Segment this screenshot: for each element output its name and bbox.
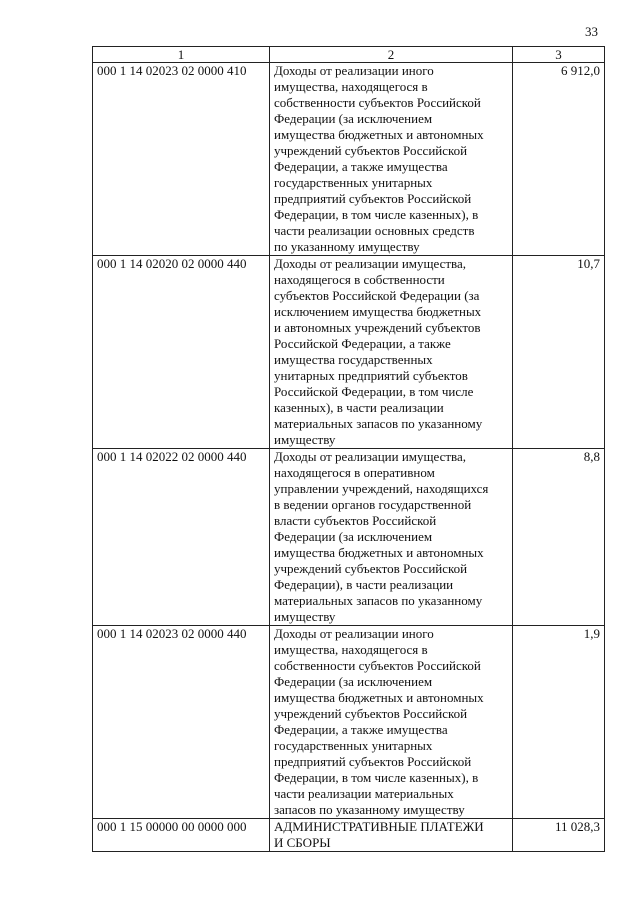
description-line: предприятий субъектов Российской — [274, 754, 472, 769]
description-line: Федерации (за исключением — [274, 529, 433, 544]
description-line: АДМИНИСТРАТИВНЫЕ ПЛАТЕЖИ — [274, 819, 484, 834]
column-header-description: 2 — [270, 47, 513, 63]
description-line: Федерации, а также имущества — [274, 722, 448, 737]
description-line: находящегося в оперативном — [274, 465, 435, 480]
budget-code-cell: 000 1 15 00000 00 0000 000 — [93, 819, 270, 852]
description-line: имущества, находящегося в — [274, 79, 428, 94]
description-cell — [270, 256, 513, 449]
table-row — [93, 626, 605, 819]
amount-cell: 8,8 — [513, 449, 605, 626]
table-body — [93, 63, 605, 852]
description-line: имущества бюджетных и автономных — [274, 690, 484, 705]
description-line: Федерации), в части реализации — [274, 577, 454, 592]
description-line: материальных запасов по указанному — [274, 593, 483, 608]
description-line: Доходы от реализации имущества, — [274, 256, 467, 271]
column-header-code: 1 — [93, 47, 270, 63]
description-cell — [270, 626, 513, 819]
description-line: имущества бюджетных и автономных — [274, 127, 484, 142]
description-line: учреждений субъектов Российской — [274, 143, 468, 158]
description-line: имуществу — [274, 609, 336, 624]
description-line: Российской Федерации, а также — [274, 336, 451, 351]
description-line: предприятий субъектов Российской — [274, 191, 472, 206]
description-line: учреждений субъектов Российской — [274, 561, 468, 576]
description-line: запасов по указанному имуществу — [274, 802, 465, 817]
description-line: находящегося в собственности — [274, 272, 445, 287]
amount-cell: 1,9 — [513, 626, 605, 819]
description-line: имуществу — [274, 432, 336, 447]
description-line: управлении учреждений, находящихся — [274, 481, 489, 496]
description-cell — [270, 63, 513, 256]
description-line: Федерации, в том числе казенных), в — [274, 207, 479, 222]
description-line: Федерации (за исключением — [274, 111, 433, 126]
page-number: 33 — [585, 24, 598, 39]
description-line: казенных), в части реализации — [274, 400, 444, 415]
description-line: государственных унитарных — [274, 738, 433, 753]
description-line: материальных запасов по указанному — [274, 416, 483, 431]
budget-code-cell: 000 1 14 02023 02 0000 410 — [93, 63, 270, 256]
description-line: имущества государственных — [274, 352, 433, 367]
description-line: Федерации, а также имущества — [274, 159, 448, 174]
description-line: имущества, находящегося в — [274, 642, 428, 657]
description-line: собственности субъектов Российской — [274, 95, 481, 110]
description-line: по указанному имуществу — [274, 239, 420, 254]
description-line: субъектов Российской Федерации (за — [274, 288, 480, 303]
table-row — [93, 256, 605, 449]
description-cell — [270, 449, 513, 626]
amount-cell: 11 028,3 — [513, 819, 605, 852]
description-line: Федерации, в том числе казенных), в — [274, 770, 479, 785]
description-line: исключением имущества бюджетных — [274, 304, 482, 319]
table-header-row — [93, 47, 605, 63]
table-row — [93, 63, 605, 256]
description-line: власти субъектов Российской — [274, 513, 437, 528]
amount-cell: 10,7 — [513, 256, 605, 449]
budget-code-cell: 000 1 14 02020 02 0000 440 — [93, 256, 270, 449]
amount-cell: 6 912,0 — [513, 63, 605, 256]
description-line: и автономных учреждений субъектов — [274, 320, 481, 335]
table-row — [93, 819, 605, 852]
description-line: Федерации (за исключением — [274, 674, 433, 689]
budget-code-cell: 000 1 14 02023 02 0000 440 — [93, 626, 270, 819]
description-line: части реализации материальных — [274, 786, 454, 801]
description-line: имущества бюджетных и автономных — [274, 545, 484, 560]
description-line: собственности субъектов Российской — [274, 658, 481, 673]
description-line: части реализации основных средств — [274, 223, 475, 238]
description-line: Доходы от реализации имущества, — [274, 449, 467, 464]
description-line: Доходы от реализации иного — [274, 63, 434, 78]
column-header-amount: 3 — [513, 47, 605, 63]
description-line: государственных унитарных — [274, 175, 433, 190]
description-line: унитарных предприятий субъектов — [274, 368, 468, 383]
description-line: Российской Федерации, в том числе — [274, 384, 474, 399]
description-line: И СБОРЫ — [274, 835, 331, 850]
table-row — [93, 449, 605, 626]
description-cell — [270, 819, 513, 852]
revenue-table — [92, 46, 605, 852]
description-line: учреждений субъектов Российской — [274, 706, 468, 721]
description-line: в ведении органов государственной — [274, 497, 472, 512]
description-line: Доходы от реализации иного — [274, 626, 434, 641]
budget-code-cell: 000 1 14 02022 02 0000 440 — [93, 449, 270, 626]
